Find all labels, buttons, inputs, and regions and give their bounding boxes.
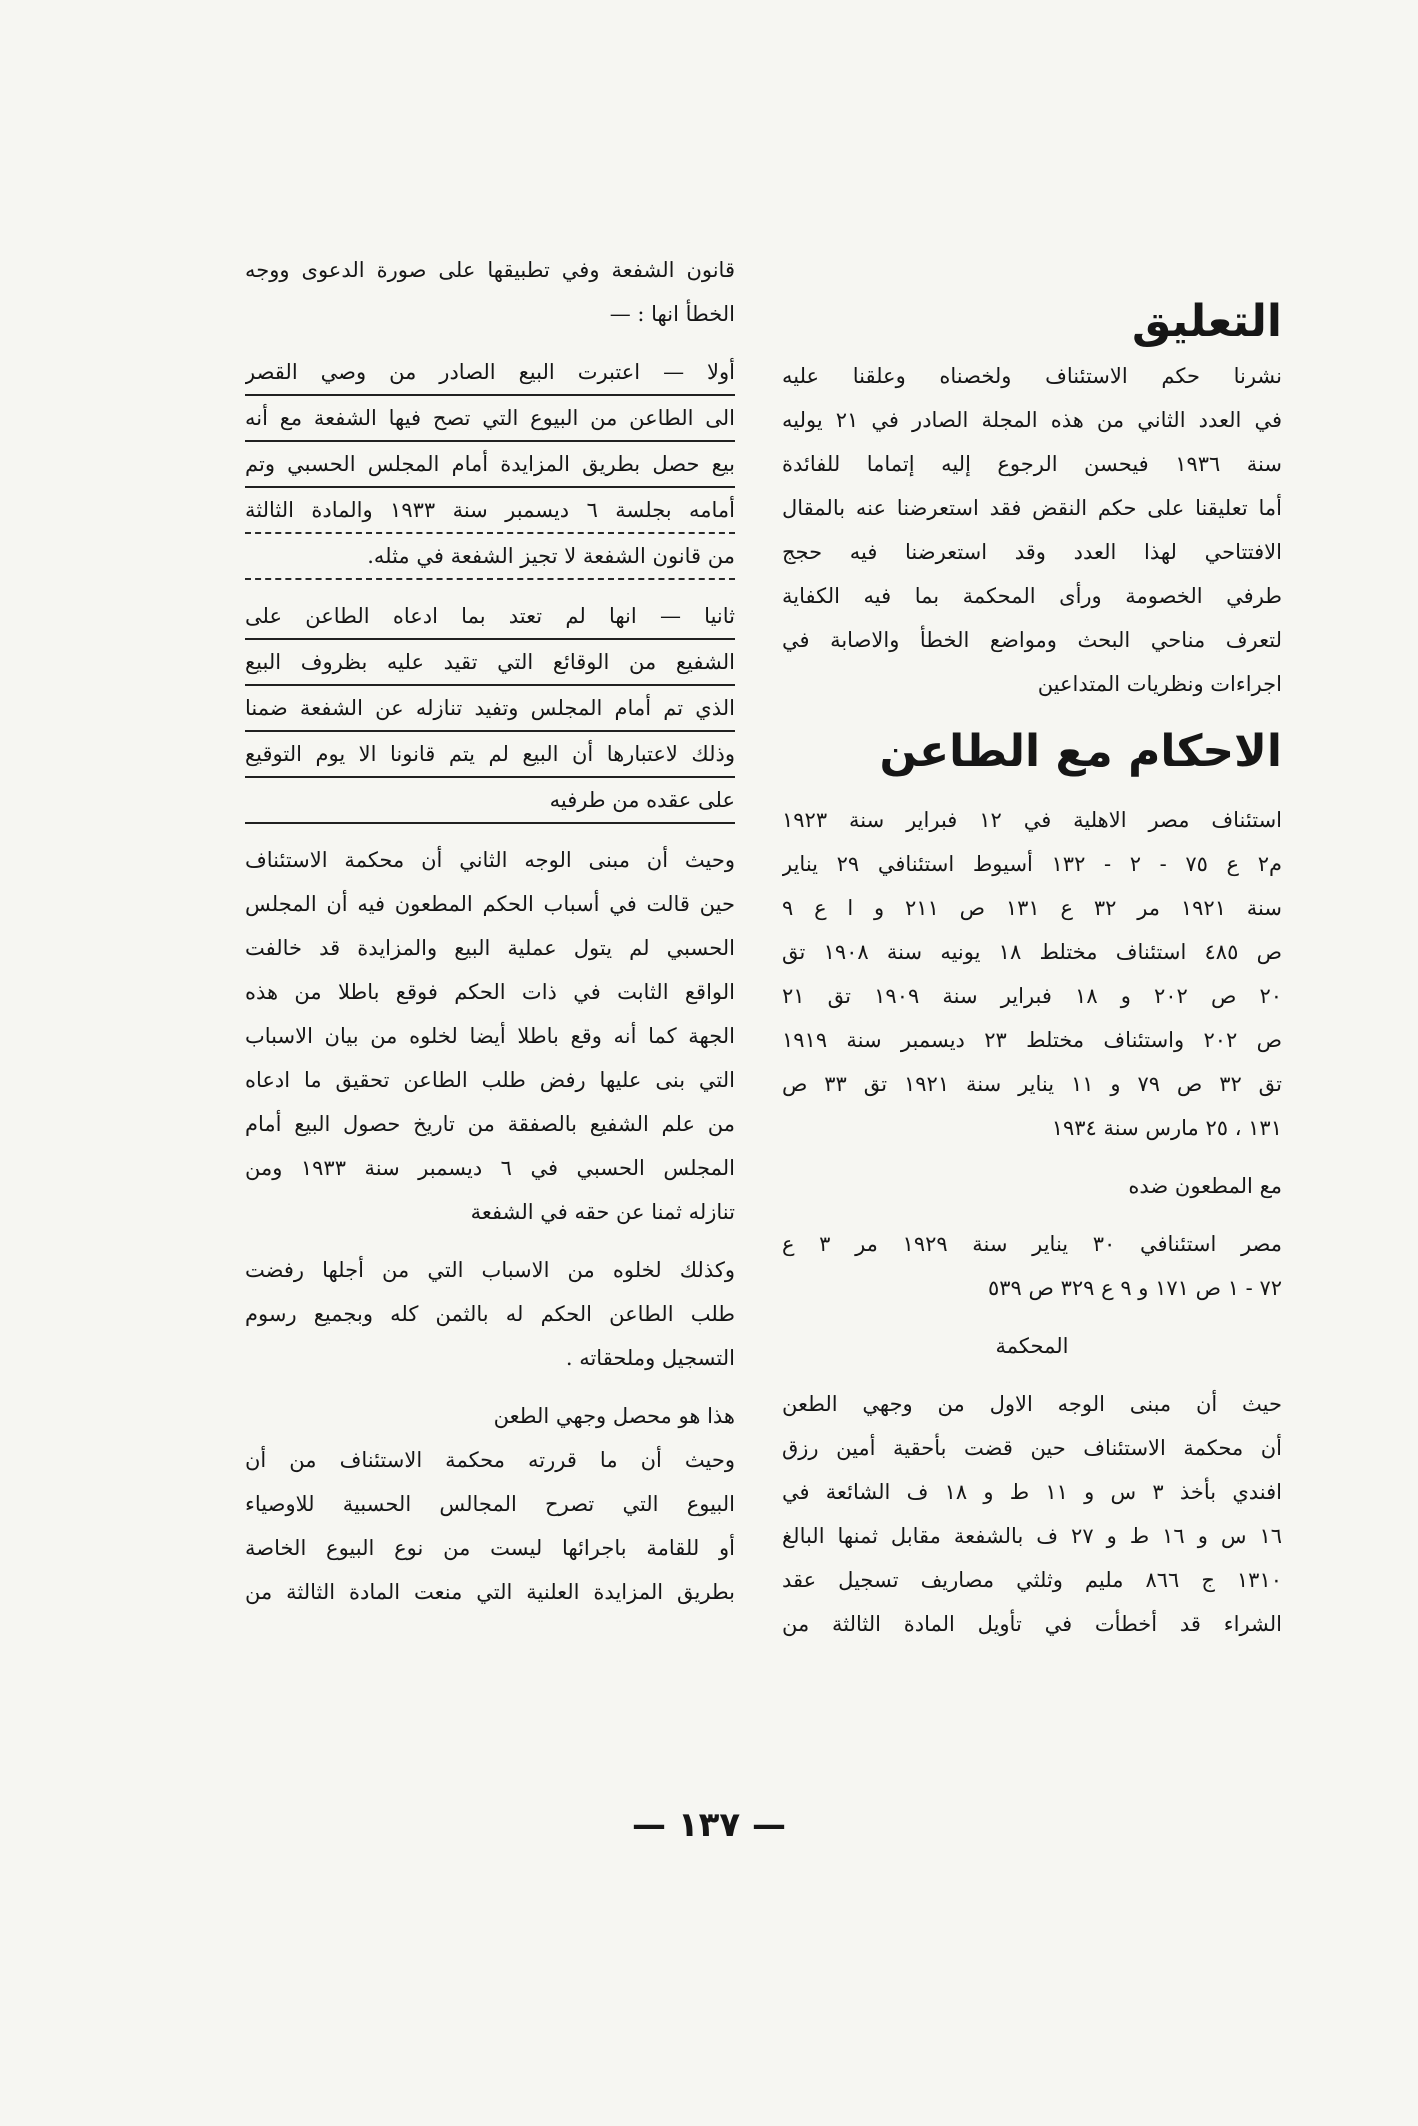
- underlined-line: من قانون الشفعة لا تجيز الشفعة في مثله.: [245, 534, 735, 580]
- text-line: في العدد الثاني من هذه المجلة الصادر في ٢١ يوليه: [782, 408, 1282, 432]
- text-line: التسجيل وملحقاته .: [565, 1346, 735, 1370]
- citation-line: مصر استئنافي ٣٠ يناير سنة ١٩٢٩ مر ٣ ع: [782, 1232, 1282, 1256]
- second-face-paragraph: [245, 838, 735, 1234]
- text-line: الحسبي لم يتول عملية البيع والمزايدة قد خالفت: [245, 936, 735, 960]
- text-line: الواقع الثابت في ذات الحكم فوقع باطلا من هذه: [245, 980, 735, 1004]
- underlined-line: الى الطاعن من البيوع التي تصح فيها الشفعة مع أنه: [245, 396, 735, 442]
- first-point: [245, 350, 735, 580]
- text-line: الخطأ انها : —: [609, 302, 735, 326]
- underlined-line: ثانيا — انها لم تعتد بما ادعاه الطاعن على: [245, 594, 735, 640]
- text-line: أما تعليقنا على حكم النقض فقد استعرضنا عنه بالمقال: [782, 496, 1282, 520]
- second-point: [245, 594, 735, 824]
- subject-heading: هذا هو محصل وجهي الطعن: [493, 1404, 735, 1428]
- court-paragraph: [782, 1382, 1282, 1646]
- page-number: — ١٣٧ —: [632, 1805, 786, 1845]
- text-line: المجلس الحسبي في ٦ ديسمبر سنة ١٩٣٣ ومن: [245, 1156, 735, 1180]
- text-line: أو للقامة باجرائها ليست من نوع البيوع الخاصة: [245, 1536, 735, 1560]
- text-line: نشرنا حكم الاستئناف ولخصناه وعلقنا عليه: [782, 364, 1282, 388]
- right-column: [782, 290, 1282, 1646]
- underlined-line: أمامه بجلسة ٦ ديسمبر سنة ١٩٣٣ والمادة الثالثة: [245, 488, 735, 534]
- respondent-heading: مع المطعون ضده: [1128, 1174, 1282, 1198]
- citation-line: ٢٠ ص ٢٠٢ و ١٨ فبراير سنة ١٩٠٩ تق ٢١: [782, 984, 1282, 1008]
- text-line: وحيث أن مبنى الوجه الثاني أن محكمة الاستئناف: [245, 848, 735, 872]
- text-line: ١٦ س و ١٦ ط و ٢٧ ف بالشفعة مقابل ثمنها البالغ: [782, 1524, 1282, 1548]
- intro-paragraph: [245, 248, 735, 336]
- citation-line: ١٣١ ، ٢٥ مارس سنة ١٩٣٤: [1051, 1116, 1282, 1140]
- citation-line: ص ٢٠٢ واستئناف مختلط ٢٣ ديسمبر سنة ١٩١٩: [782, 1028, 1282, 1052]
- text-line: الجهة كما أنه وقع باطلا أيضا لخلوه من بيان الاسباب: [245, 1024, 735, 1048]
- appellant-citations: [782, 798, 1282, 1150]
- underlined-line: وذلك لاعتبارها أن البيع لم يتم قانونا الا يوم التوقيع: [245, 732, 735, 778]
- left-column: [245, 248, 735, 1614]
- underlined-line: بيع حصل بطريق المزايدة أمام المجلس الحسبي وتم: [245, 442, 735, 488]
- citation-line: استئناف مصر الاهلية في ١٢ فبراير سنة ١٩٢٣: [782, 808, 1282, 832]
- text-line: البيوع التي تصرح المجالس الحسبية للاوصياء: [245, 1492, 735, 1516]
- commentary-paragraph: [782, 354, 1282, 706]
- text-line: من علم الشفيع بالصفقة من تاريخ حصول البيع أمام: [245, 1112, 735, 1136]
- text-line: الشراء قد أخطأت في تأويل المادة الثالثة من: [782, 1612, 1282, 1636]
- text-line: أن محكمة الاستئناف حين قضت بأحقية أمين رزق: [782, 1436, 1282, 1460]
- appellant-rulings-heading: الاحكام مع الطاعن: [879, 726, 1282, 777]
- ruling-paragraph: [245, 1438, 735, 1614]
- text-line: حين قالت في أسباب الحكم المطعون فيه أن المجلس: [245, 892, 735, 916]
- text-line: افندي بأخذ ٣ س و ١١ ط و ١٨ ف الشائعة في: [782, 1480, 1282, 1504]
- text-line: اجراءات ونظريات المتداعين: [1037, 672, 1282, 696]
- text-line: طلب الطاعن الحكم له بالثمن كله وبجميع رسوم: [245, 1302, 735, 1326]
- text-line: قانون الشفعة وفي تطبيقها على صورة الدعوى ووجه: [245, 258, 735, 282]
- citation-line: سنة ١٩٢١ مر ٣٢ ع ١٣١ ص ٢١١ و ا ع ٩: [782, 896, 1282, 920]
- text-line: طرفي الخصومة ورأى المحكمة بما فيه الكفاية: [782, 584, 1282, 608]
- text-line: بطريق المزايدة العلنية التي منعت المادة الثالثة من: [245, 1580, 735, 1604]
- text-line: الافتتاحي لهذا العدد وقد استعرضنا فيه حجج: [782, 540, 1282, 564]
- citation-line: تق ٣٢ ص ٧٩ و ١١ يناير سنة ١٩٢١ تق ٣٣ ص: [782, 1072, 1282, 1096]
- text-line: لتعرف مناحي البحث ومواضع الخطأ والاصابة في: [782, 628, 1282, 652]
- citation-line: ص ٤٨٥ استئناف مختلط ١٨ يونيه سنة ١٩٠٨ تق: [782, 940, 1282, 964]
- text-line: وحيث أن ما قررته محكمة الاستئناف من أن: [245, 1448, 735, 1472]
- respondent-citations: [782, 1222, 1282, 1310]
- text-line: التي بنى عليها رفض طلب الطاعن تحقيق ما ادعاه: [245, 1068, 735, 1092]
- underlined-line: على عقده من طرفيه: [245, 778, 735, 824]
- court-heading: المحكمة: [995, 1334, 1069, 1358]
- text-line: ١٣١٠ ج ٨٦٦ مليم وثلثي مصاريف تسجيل عقد: [782, 1568, 1282, 1592]
- text-line: سنة ١٩٣٦ فيحسن الرجوع إليه إتماما للفائدة: [782, 452, 1282, 476]
- text-line: تنازله ثمنا عن حقه في الشفعة: [470, 1200, 735, 1224]
- commentary-heading: التعليق: [1132, 296, 1282, 347]
- reasons-paragraph: [245, 1248, 735, 1380]
- underlined-line: الذي تم أمام المجلس وتفيد تنازله عن الشفعة ضمنا: [245, 686, 735, 732]
- underlined-line: أولا — اعتبرت البيع الصادر من وصي القصر: [245, 350, 735, 396]
- citation-line: ٧٢ - ١ ص ١٧١ و ٩ ع ٣٢٩ ص ٥٣٩: [988, 1276, 1282, 1300]
- text-line: وكذلك لخلوه من الاسباب التي من أجلها رفضت: [245, 1258, 735, 1282]
- underlined-line: الشفيع من الوقائع التي تقيد عليه بظروف البيع: [245, 640, 735, 686]
- citation-line: م٢ ع ٧٥ - ٢ - ١٣٢ أسيوط استئنافي ٢٩ يناير: [782, 852, 1282, 876]
- text-line: حيث أن مبنى الوجه الاول من وجهي الطعن: [782, 1392, 1282, 1416]
